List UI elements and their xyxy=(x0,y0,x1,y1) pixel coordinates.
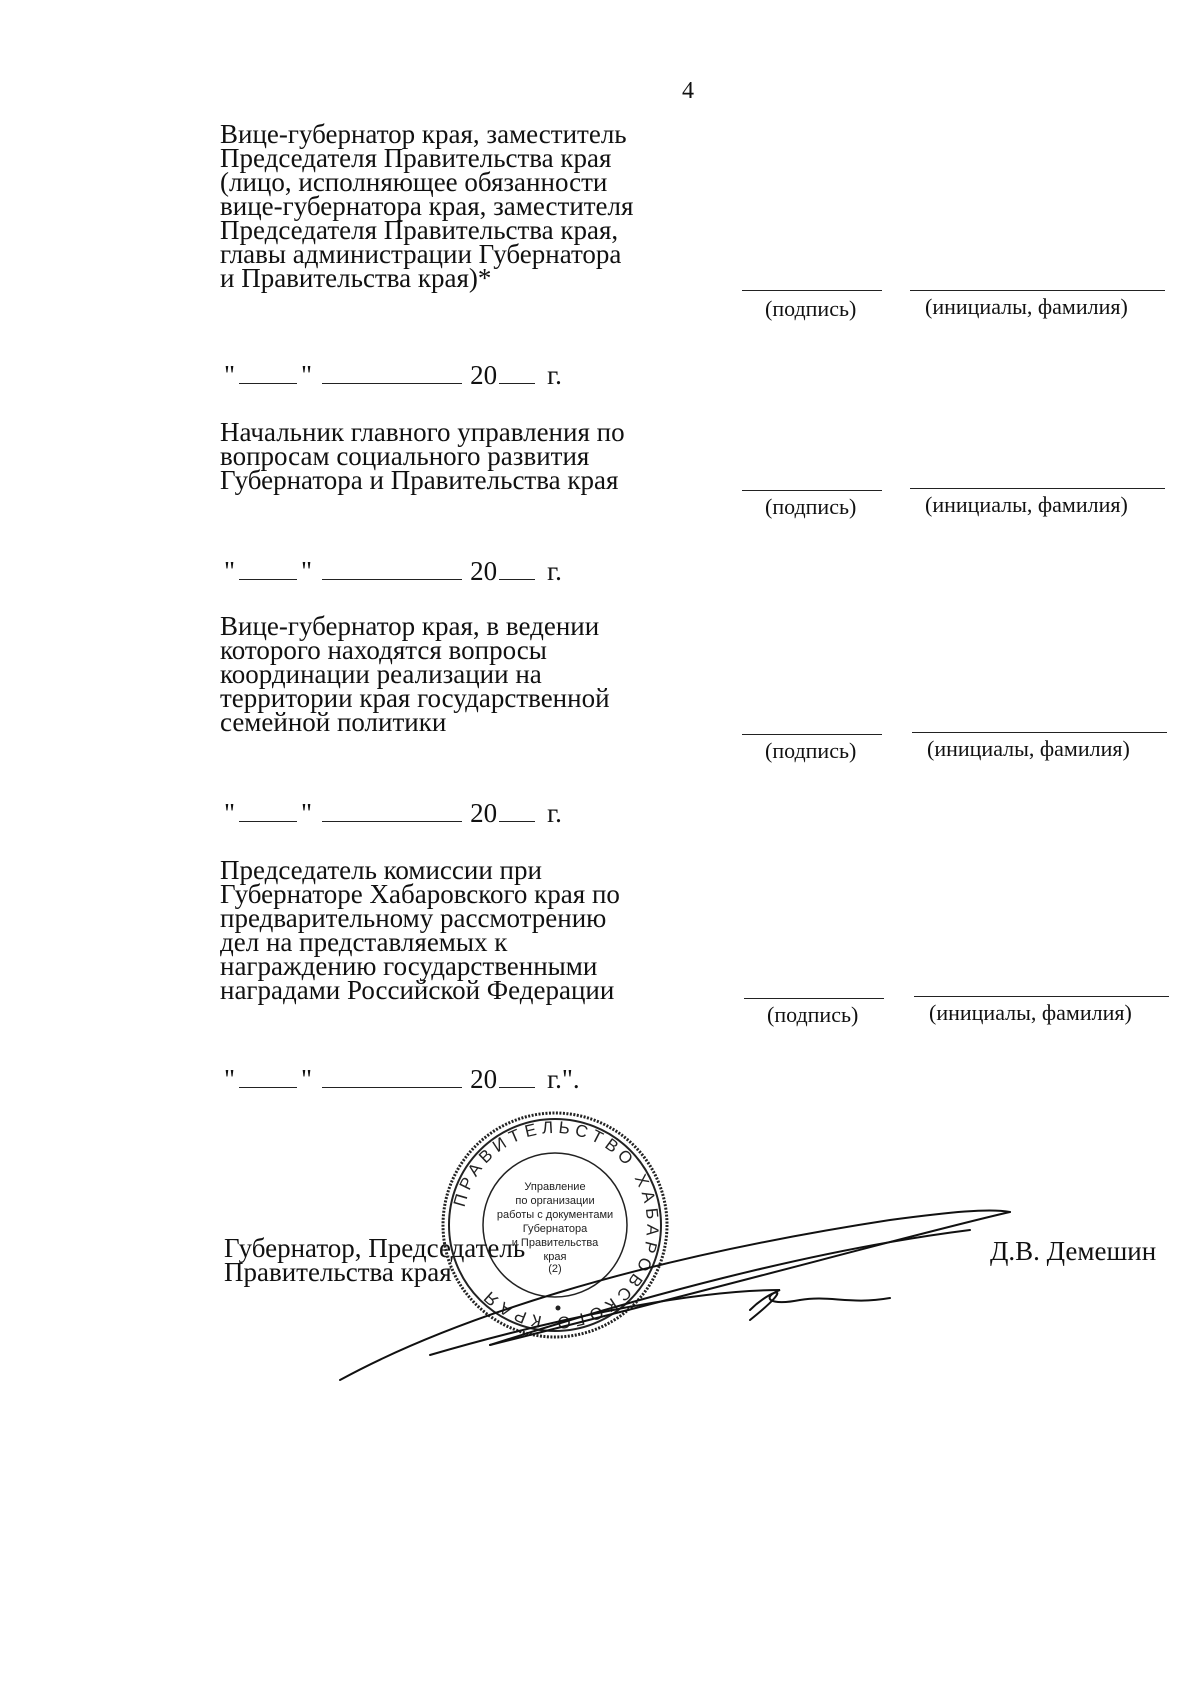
date-close-quote: " xyxy=(301,360,313,390)
year-blank xyxy=(499,1065,535,1088)
signature-line xyxy=(744,998,884,999)
date-open-quote: " xyxy=(224,798,236,828)
name-caption: (инициалы, фамилия) xyxy=(929,1000,1132,1025)
signature-line xyxy=(742,490,882,491)
date-row xyxy=(224,1064,580,1095)
stamp-line: по организации xyxy=(515,1195,595,1207)
year-suffix: г. xyxy=(547,798,562,828)
role-title-4: Председатель комиссии при Губернаторе Хабаровского края по предварительному рассмотрению дел на представляемых к награждению государственными наградами Российской Федерации xyxy=(220,855,620,1005)
month-blank xyxy=(322,799,462,822)
stamp-line: Управление xyxy=(524,1181,586,1193)
year-prefix: 20 xyxy=(470,1064,498,1094)
name-line xyxy=(910,488,1165,489)
stamp-line: работы с документами xyxy=(496,1209,614,1221)
stamp-line: края xyxy=(543,1251,567,1263)
name-line xyxy=(910,290,1165,291)
day-blank xyxy=(239,557,297,580)
year-blank xyxy=(499,557,535,580)
date-row xyxy=(224,798,562,829)
date-close-quote: " xyxy=(301,798,313,828)
date-open-quote: " xyxy=(224,360,236,390)
governor-title: Губернатор, Председатель Правительства края xyxy=(224,1233,526,1287)
signature-line xyxy=(742,290,882,291)
name-line xyxy=(912,732,1167,733)
role-title-1: Вице-губернатор края, заместитель Председателя Правительства края (лицо, исполняющее обязанности вице-губернатора края, заместителя Председателя Правительства края, главы администрации Губернатора и Правительства края)* xyxy=(220,119,634,293)
date-row xyxy=(224,556,562,587)
governor-name: Д.В. Демешин xyxy=(990,1236,1157,1266)
role-title-3: Вице-губернатор края, в ведении которого находятся вопросы координации реализации на территории края государственной семейной политики xyxy=(220,611,610,737)
day-blank xyxy=(239,799,297,822)
name-caption: (инициалы, фамилия) xyxy=(927,736,1130,761)
stamp-ring-text: ПРАВИТЕЛЬСТВО ХАБАРОВСКОГО КРАЯ xyxy=(449,1117,663,1333)
month-blank xyxy=(322,1065,462,1088)
year-suffix: г. xyxy=(547,556,562,586)
year-prefix: 20 xyxy=(470,798,498,828)
signature-caption: (подпись) xyxy=(765,494,857,519)
handwritten-signature xyxy=(330,1170,1020,1390)
year-blank xyxy=(499,361,535,384)
name-caption: (инициалы, фамилия) xyxy=(925,294,1128,319)
day-blank xyxy=(239,1065,297,1088)
date-row xyxy=(224,360,562,391)
signature-line xyxy=(742,734,882,735)
signature-caption: (подпись) xyxy=(767,1002,859,1027)
year-suffix: г.". xyxy=(547,1064,580,1094)
stamp-line: Губернатора xyxy=(522,1223,588,1235)
year-blank xyxy=(499,799,535,822)
date-open-quote: " xyxy=(224,1064,236,1094)
stamp-line: и Правительства xyxy=(511,1237,599,1249)
date-close-quote: " xyxy=(301,556,313,586)
month-blank xyxy=(322,557,462,580)
day-blank xyxy=(239,361,297,384)
name-caption: (инициалы, фамилия) xyxy=(925,492,1128,517)
page-number: 4 xyxy=(682,78,694,104)
date-close-quote: " xyxy=(301,1064,313,1094)
name-line xyxy=(914,996,1169,997)
signature-caption: (подпись) xyxy=(765,296,857,321)
signature-caption: (подпись) xyxy=(765,738,857,763)
date-open-quote: " xyxy=(224,556,236,586)
year-prefix: 20 xyxy=(470,360,498,390)
year-prefix: 20 xyxy=(470,556,498,586)
stamp-line: (2) xyxy=(548,1263,562,1275)
role-title-2: Начальник главного управления по вопросам социального развития Губернатора и Правительства края xyxy=(220,417,625,495)
year-suffix: г. xyxy=(547,360,562,390)
month-blank xyxy=(322,361,462,384)
